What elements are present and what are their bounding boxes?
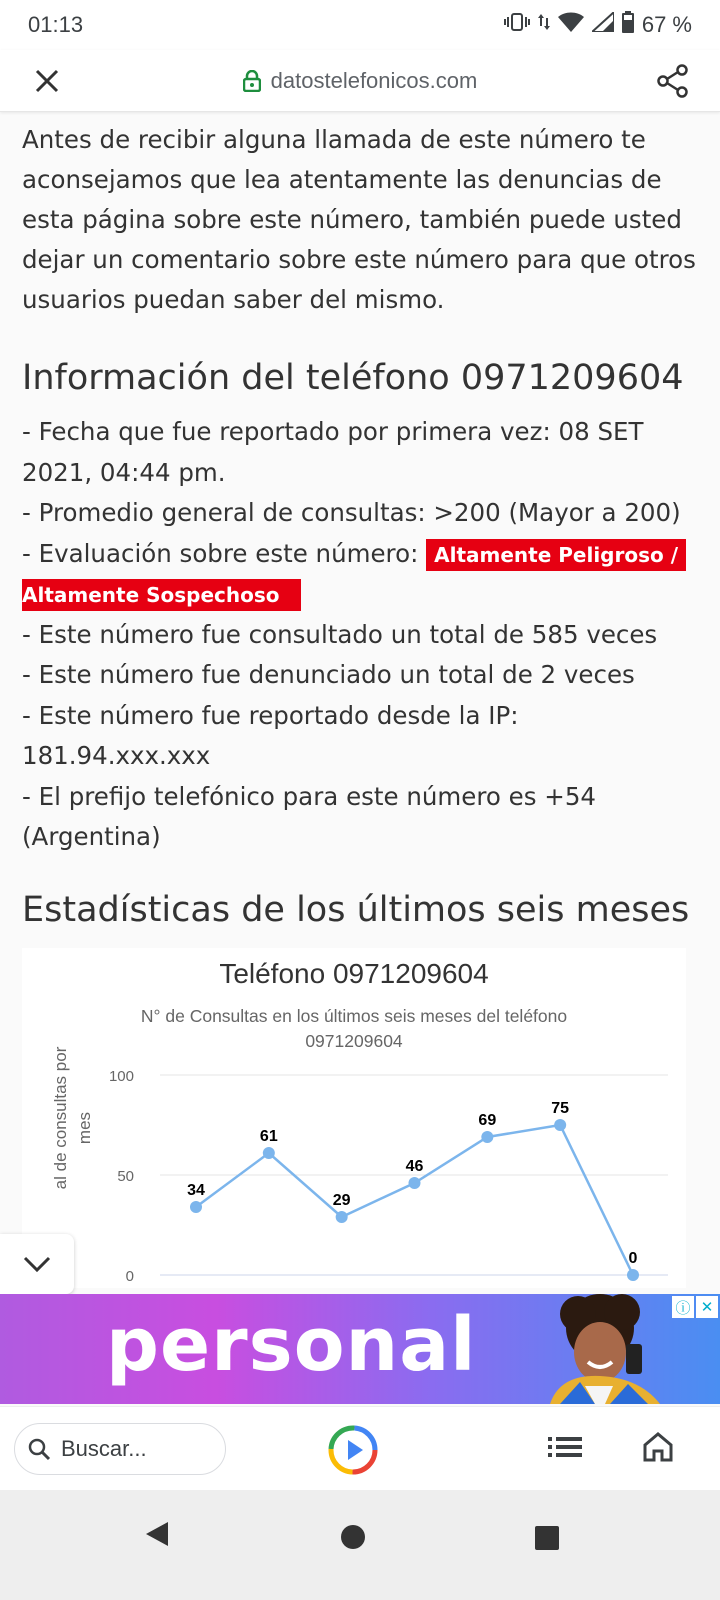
chart-data-point [481,1131,493,1143]
info-list [22,412,698,858]
ad-info-icon[interactable]: ⓘ [672,1296,694,1318]
signal-icon [592,12,614,38]
url-text: datostelefonicos.com [270,67,478,93]
list-menu-icon [548,1435,582,1459]
chart-data-label: 46 [405,1157,424,1175]
data-arrows-icon [538,12,550,38]
ad-brand-logo: personal [106,1302,477,1388]
url-display[interactable] [94,68,626,94]
chart-data-point [627,1269,639,1281]
info-heading: Información del teléfono 0971209604 [22,358,684,398]
chart-data-point [554,1119,566,1131]
google-play-icon [328,1425,378,1475]
wifi-icon [558,12,584,38]
home-button[interactable] [642,1431,674,1468]
info-evaluation [22,534,698,615]
close-button[interactable] [0,68,94,94]
danger-badge-line-1: Altamente Peligroso / [434,542,679,567]
danger-badge [426,539,686,571]
chart-data-label: 75 [551,1099,570,1117]
chart-plot [22,948,686,1288]
battery-percent: 67 % [641,12,692,37]
lock-icon [243,70,261,92]
ad-choices[interactable] [672,1296,718,1318]
chart-data-label: 0 [628,1249,638,1267]
back-icon [144,1520,170,1548]
menu-button[interactable] [548,1435,582,1464]
status-icons [504,11,692,39]
nav-home-button[interactable] [340,1524,366,1555]
chart-title: Teléfono 0971209604 [219,957,489,989]
browser-toolbar [0,50,720,112]
status-bar [0,0,720,50]
ad-banner[interactable] [0,1294,720,1404]
vibrate-icon [504,12,530,38]
share-button[interactable] [626,64,720,98]
info-prefix: - El prefijo telefónico para este número es +54 (Argentina) [22,781,597,851]
danger-badge-cont [22,579,301,611]
bottom-toolbar [0,1406,720,1490]
recents-icon [535,1526,559,1550]
share-icon [657,64,689,98]
chart-data-point [263,1147,275,1159]
chart-y-tick-label: 50 [117,1167,134,1185]
nav-back-button[interactable] [144,1520,170,1553]
circle-home-icon [340,1524,366,1550]
battery-icon [622,11,634,39]
google-play-button[interactable] [328,1425,378,1480]
search-input[interactable] [14,1423,226,1475]
info-total-reported: - Este número fue denunciado un total de 2 veces [22,660,635,689]
chart-series-line [196,1125,633,1275]
chart-y-axis-label: al de consultas por mes [51,1046,94,1189]
chart-data-label: 61 [259,1127,278,1145]
info-average-queries: - Promedio general de consultas: >200 (Mayor a 200) [22,498,681,527]
info-reported-ip: - Este número fue reportado desde la IP: 181.94.xxx.xxx [22,700,519,770]
chart-data-label: 69 [478,1111,497,1129]
chart-data-label: 29 [332,1191,351,1209]
nav-recents-button[interactable] [535,1526,559,1555]
info-evaluation-label: - Evaluación sobre este número: [22,538,427,568]
info-first-reported: - Fecha que fue reportado por primera vez: 08 SET 2021, 04:44 pm. [22,417,644,487]
intro-paragraph: Antes de recibir alguna llamada de este número te aconsejamos que lea atentamente las denuncias de esta página sobre este número, también puede usted dejar un comentario sobre este número para que otros usuarios puedan saber del mismo. [22,125,696,314]
search-icon [27,1437,51,1461]
stats-chart [22,948,686,1288]
info-total-consulted: - Este número fue consultado un total de 585 veces [22,619,658,649]
chart-y-tick-label: 0 [125,1267,134,1285]
status-time: 01:13 [28,12,84,37]
collapse-ad-button[interactable] [0,1234,74,1294]
chart-data-label: 34 [187,1181,205,1199]
chart-y-tick-label: 100 [108,1067,134,1085]
chart-data-point [336,1211,348,1223]
home-icon [642,1431,674,1463]
chart-subtitle: N° de Consultas en los últimos seis meses del teléfono 0971209604 [140,1005,568,1051]
system-navigation-bar [0,1490,720,1600]
chart-data-point [409,1177,421,1189]
ad-close-icon[interactable]: ✕ [696,1296,718,1318]
chevron-down-icon [22,1255,52,1273]
page-content [0,112,720,1294]
close-icon [34,68,60,94]
chart-data-point [190,1201,202,1213]
search-placeholder: Buscar... [61,1436,147,1461]
stats-heading: Estadísticas de los últimos seis meses [22,889,690,930]
danger-badge-line-2: Altamente Sospechoso [22,583,280,607]
